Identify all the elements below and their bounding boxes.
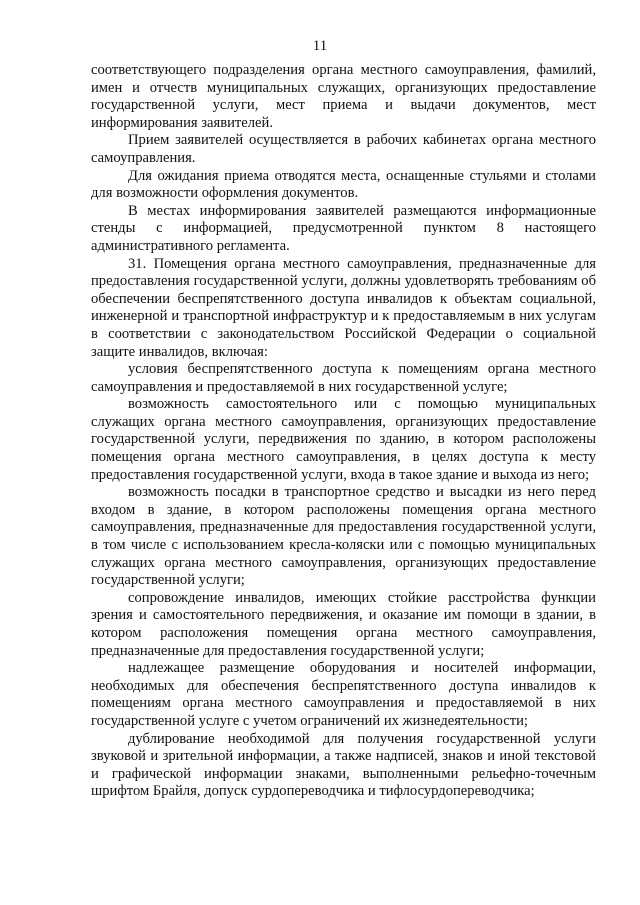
- paragraph-waiting-area: Для ожидания приема отводятся места, оснащенные стульями и столами для возможности оформления документов.: [91, 167, 596, 202]
- paragraph-escort-assistance: сопровождение инвалидов, имеющих стойкие расстройства функции зрения и самостоятельного передвижения, и оказание им помощи в здании, в котором расположения помещения органа местного самоуправления, предназначенные для предоставления государственной услуги;: [91, 589, 596, 659]
- paragraph-braille-duplication: дублирование необходимой для получения государственной услуги звуковой и зрительной информации, а также надписей, знаков и иной текстовой и графической информации знаками, выполненными рельефно-точечным шрифтом Брайля, допуск сурдопереводчика и тифлосурдопереводчика;: [91, 730, 596, 800]
- paragraph-equipment-placement: надлежащее размещение оборудования и носителей информации, необходимых для обеспечения беспрепятственного доступа инвалидов к помещениям органа местного самоуправления и предоставляемой в них государственной услуге с учетом ограничений их жизнедеятельности;: [91, 660, 596, 729]
- paragraph-independent-movement: возможность самостоятельного или с помощью муниципальных служащих органа местного самоуправления, организующих предоставление государственной услуги, передвижения по зданию, в котором расположены помещения органа местного самоуправления, в целях доступа к месту предоставления государственной услуги, входа в такое здание и выхода из него;: [91, 396, 596, 483]
- paragraph-continuation: соответствующего подразделения органа местного самоуправления, фамилий, имен и отчеств муниципальных служащих, организующих предоставление государственной услуги, мест приема и выдачи документов, мест информирования заявителей.: [91, 62, 596, 131]
- paragraph-information-stands: В местах информирования заявителей размещаются информационные стенды с информацией, предусмотренной пунктом 8 настоящего административного регламента.: [91, 202, 596, 254]
- paragraph-vehicle-boarding: возможность посадки в транспортное средство и высадки из него перед входом в здание, в котором расположены помещения органа местного самоуправления, предназначенные для предоставления государственной услуги, в том числе с использованием кресла-коляски или с помощью муниципальных служащих органа местного самоуправления, организующих предоставление государственной услуги;: [91, 484, 596, 589]
- document-body: [91, 62, 596, 801]
- paragraph-item-31: 31. Помещения органа местного самоуправления, предназначенные для предоставления государственной услуги, должны удовлетворять требованиям об обеспечении беспрепятственного доступа инвалидов к объектам социальной, инженерной и транспортной инфраструктур и к предоставляемым в них услугам в соответствии с законодательством Российской Федерации о социальной защите инвалидов, включая:: [91, 255, 596, 360]
- paragraph-access-conditions: условия беспрепятственного доступа к помещениям органа местного самоуправления и предоставляемой в них государственной услуге;: [91, 361, 596, 395]
- page-number: 11: [312, 38, 328, 54]
- paragraph-applicant-reception: Прием заявителей осуществляется в рабочих кабинетах органа местного самоуправления.: [91, 132, 596, 166]
